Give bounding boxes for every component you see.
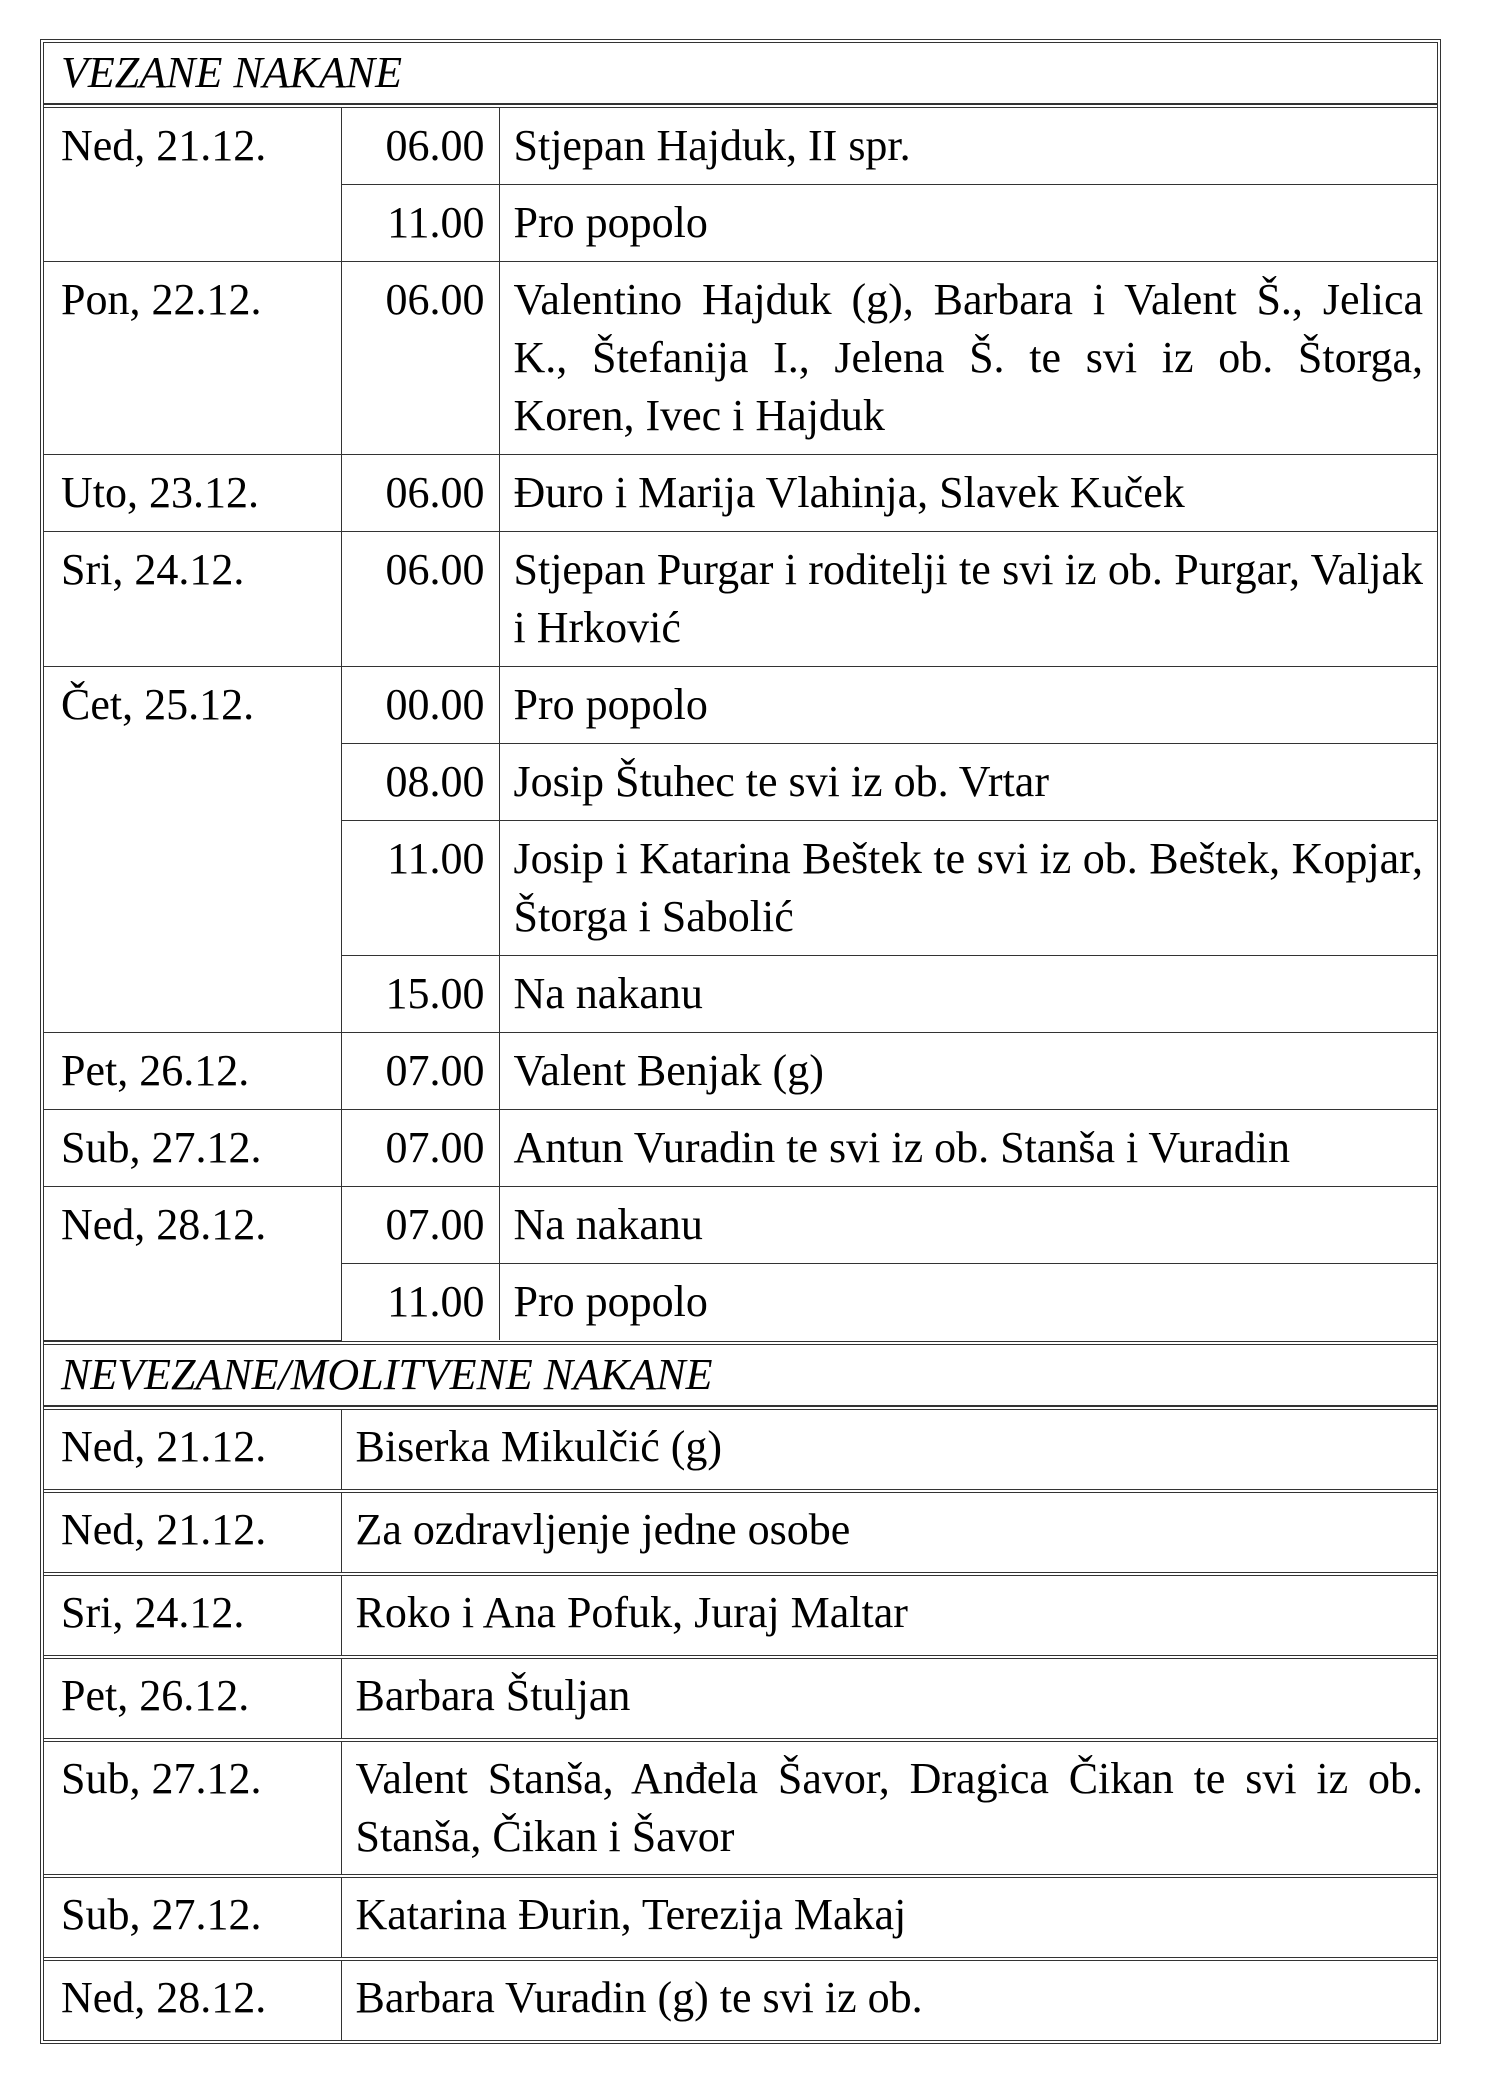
- prayer-intention: Za ozdravljenje jedne osobe: [341, 1493, 1437, 1572]
- prayer-intention: Roko i Ana Pofuk, Juraj Maltar: [341, 1576, 1437, 1655]
- mass-time: 07.00: [341, 1187, 499, 1264]
- table-row: [44, 1033, 1437, 1110]
- prayer-intention: Barbara Vuradin (g) te svi iz ob.: [341, 1961, 1437, 2040]
- mass-intention: Stjepan Purgar i roditelji te svi iz ob. Purgar, Valjak i Hrković: [499, 532, 1437, 667]
- section-nevezane-header: [44, 1341, 1437, 1406]
- table-row: [44, 1187, 1437, 1264]
- mass-intention: Josip i Katarina Beštek te svi iz ob. Beštek, Kopjar, Štorga i Sabolić: [499, 821, 1437, 956]
- mass-intention: Valent Benjak (g): [499, 1033, 1437, 1110]
- list-item: [44, 1572, 1437, 1655]
- table-row: [44, 262, 1437, 455]
- mass-time: 08.00: [341, 744, 499, 821]
- list-item: [44, 1406, 1437, 1489]
- mass-time: 11.00: [341, 1264, 499, 1341]
- section-nevezane-list: [44, 1406, 1437, 2040]
- mass-intention: Stjepan Hajduk, II spr.: [499, 108, 1437, 185]
- mass-intention: Antun Vuradin te svi iz ob. Stanša i Vuradin: [499, 1110, 1437, 1187]
- mass-time: 11.00: [341, 185, 499, 262]
- intentions-document: [40, 39, 1441, 2044]
- table-row: [44, 1110, 1437, 1187]
- day-date: Ned, 21.12.: [44, 108, 341, 262]
- section-title: NEVEZANE/MOLITVENE NAKANE: [44, 1345, 1437, 1406]
- day-date: Pon, 22.12.: [44, 262, 341, 455]
- intentions-table: [40, 39, 1441, 2044]
- mass-intention: Na nakanu: [499, 956, 1437, 1033]
- mass-time: 06.00: [341, 262, 499, 455]
- mass-time: 06.00: [341, 532, 499, 667]
- section-title: VEZANE NAKANE: [44, 43, 1437, 104]
- table-row: [44, 455, 1437, 532]
- list-item: [44, 1738, 1437, 1874]
- mass-time: 00.00: [341, 667, 499, 744]
- prayer-intention: Barbara Štuljan: [341, 1659, 1437, 1738]
- prayer-intention: Katarina Đurin, Terezija Makaj: [341, 1878, 1437, 1957]
- intention-date: Ned, 28.12.: [44, 1961, 341, 2040]
- mass-time: 07.00: [341, 1033, 499, 1110]
- day-date: Ned, 28.12.: [44, 1187, 341, 1341]
- day-date: Pet, 26.12.: [44, 1033, 341, 1110]
- mass-time: 15.00: [341, 956, 499, 1033]
- mass-intention: Josip Štuhec te svi iz ob. Vrtar: [499, 744, 1437, 821]
- day-date: Čet, 25.12.: [44, 667, 341, 1033]
- prayer-intention: Valent Stanša, Anđela Šavor, Dragica Čikan te svi iz ob. Stanša, Čikan i Šavor: [341, 1742, 1437, 1874]
- intention-date: Sub, 27.12.: [44, 1878, 341, 1957]
- section-vezane-table: [44, 108, 1437, 1341]
- intention-date: Sri, 24.12.: [44, 1576, 341, 1655]
- day-date: Uto, 23.12.: [44, 455, 341, 532]
- prayer-intention: Biserka Mikulčić (g): [341, 1410, 1437, 1489]
- section-vezane-header: [44, 43, 1437, 108]
- mass-intention: Pro popolo: [499, 185, 1437, 262]
- mass-intention: Pro popolo: [499, 1264, 1437, 1341]
- list-item: [44, 1957, 1437, 2040]
- mass-intention: Pro popolo: [499, 667, 1437, 744]
- mass-time: 11.00: [341, 821, 499, 956]
- mass-time: 06.00: [341, 455, 499, 532]
- table-row: [44, 532, 1437, 667]
- table-row: [44, 108, 1437, 185]
- intention-date: Ned, 21.12.: [44, 1410, 341, 1489]
- day-date: Sub, 27.12.: [44, 1110, 341, 1187]
- mass-intention: Na nakanu: [499, 1187, 1437, 1264]
- mass-time: 06.00: [341, 108, 499, 185]
- mass-intention: Valentino Hajduk (g), Barbara i Valent Š., Jelica K., Štefanija I., Jelena Š. te svi iz ob. Štorga, Koren, Ivec i Hajduk: [499, 262, 1437, 455]
- list-item: [44, 1874, 1437, 1957]
- mass-time: 07.00: [341, 1110, 499, 1187]
- intention-date: Sub, 27.12.: [44, 1742, 341, 1874]
- table-row: [44, 667, 1437, 744]
- intention-date: Pet, 26.12.: [44, 1659, 341, 1738]
- intention-date: Ned, 21.12.: [44, 1493, 341, 1572]
- list-item: [44, 1655, 1437, 1738]
- list-item: [44, 1489, 1437, 1572]
- mass-intention: Đuro i Marija Vlahinja, Slavek Kuček: [499, 455, 1437, 532]
- day-date: Sri, 24.12.: [44, 532, 341, 667]
